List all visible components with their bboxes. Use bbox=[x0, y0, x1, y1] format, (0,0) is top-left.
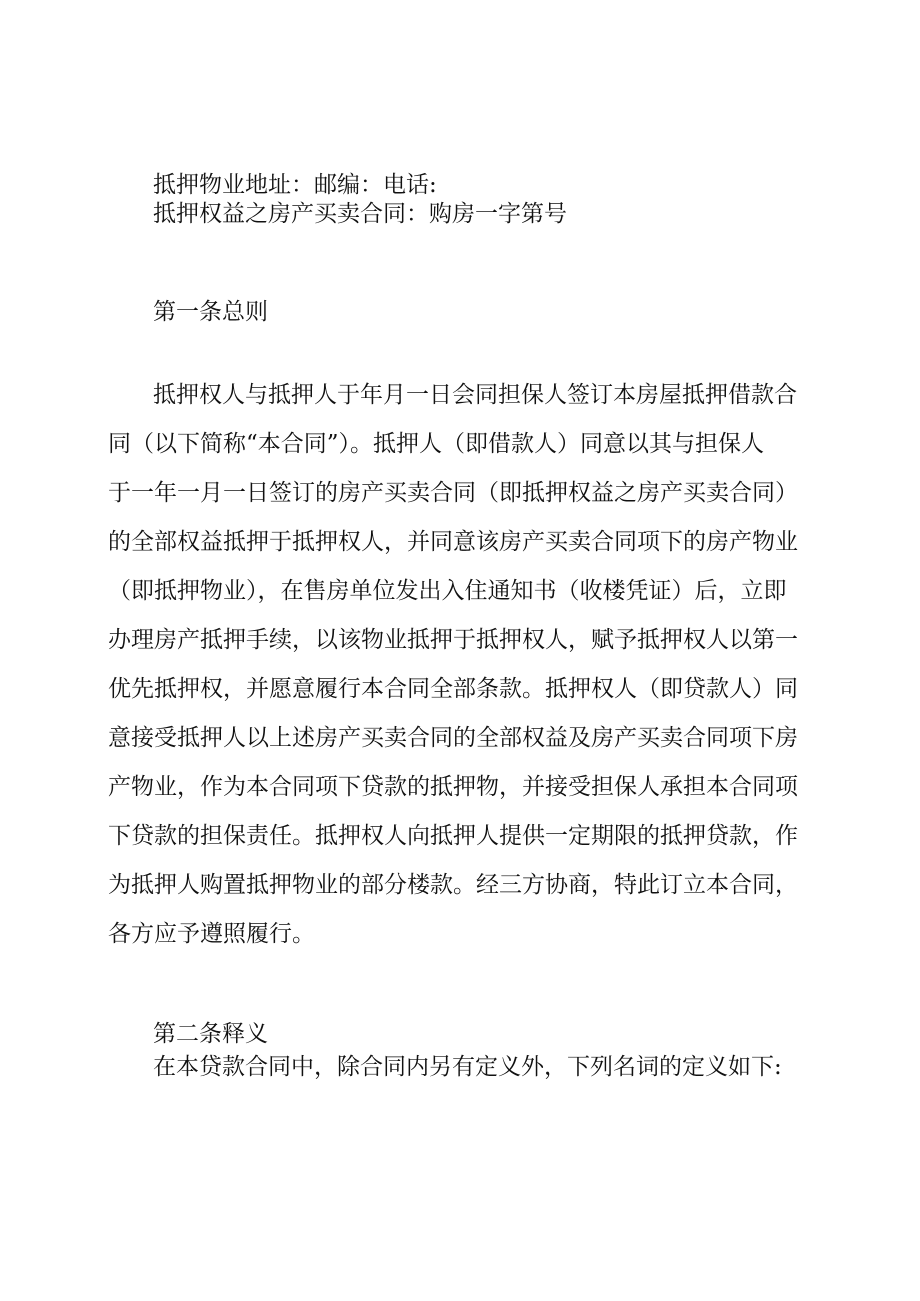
paragraph-line: 优先抵押权，并愿意履行本合同全部条款。抵押权人（即贷款人）同 bbox=[108, 676, 798, 702]
mortgage-contract-line: 抵押权益之房产买卖合同：购房一字第号 bbox=[153, 201, 567, 227]
paragraph-line: （即抵押物业），在售房单位发出入住通知书（收楼凭证）后，立即 bbox=[108, 578, 787, 604]
paragraph-line: 下贷款的担保责任。抵押权人向抵押人提供一定期限的抵押贷款，作 bbox=[108, 823, 798, 849]
article1-heading: 第一条总则 bbox=[153, 299, 268, 325]
mortgage-property-address-line: 抵押物业地址：邮编：电话: bbox=[153, 172, 437, 198]
paragraph-line: 产物业，作为本合同项下贷款的抵押物，并接受担保人承担本合同项 bbox=[108, 774, 798, 800]
paragraph-line: 抵押权人与抵押人于年月一日会同担保人签订本房屋抵押借款合 bbox=[153, 382, 797, 408]
article2-intro: 在本贷款合同中，除合同内另有定义外，下列名词的定义如下: bbox=[153, 1054, 782, 1080]
article1-paragraph bbox=[108, 380, 808, 968]
paragraph-line: 为抵押人购置抵押物业的部分楼款。经三方协商，特此订立本合同， bbox=[108, 872, 798, 898]
paragraph-line: 的全部权益抵押于抵押权人，并同意该房产买卖合同项下的房产物业 bbox=[108, 529, 798, 555]
paragraph-line: 于一年一月一日签订的房产买卖合同（即抵押权益之房产买卖合同） bbox=[108, 480, 798, 506]
paragraph-line: 办理房产抵押手续，以该物业抵押于抵押权人，赋予抵押权人以第一 bbox=[108, 627, 798, 653]
article2-heading: 第二条释义 bbox=[153, 1021, 268, 1047]
paragraph-line: 意接受抵押人以上述房产买卖合同的全部权益及房产买卖合同项下房 bbox=[108, 725, 798, 751]
paragraph-line: 同（以下简称“本合同”）。抵押人（即借款人）同意以其与担保人 bbox=[108, 431, 765, 457]
paragraph-line: 各方应予遵照履行。 bbox=[108, 921, 315, 947]
